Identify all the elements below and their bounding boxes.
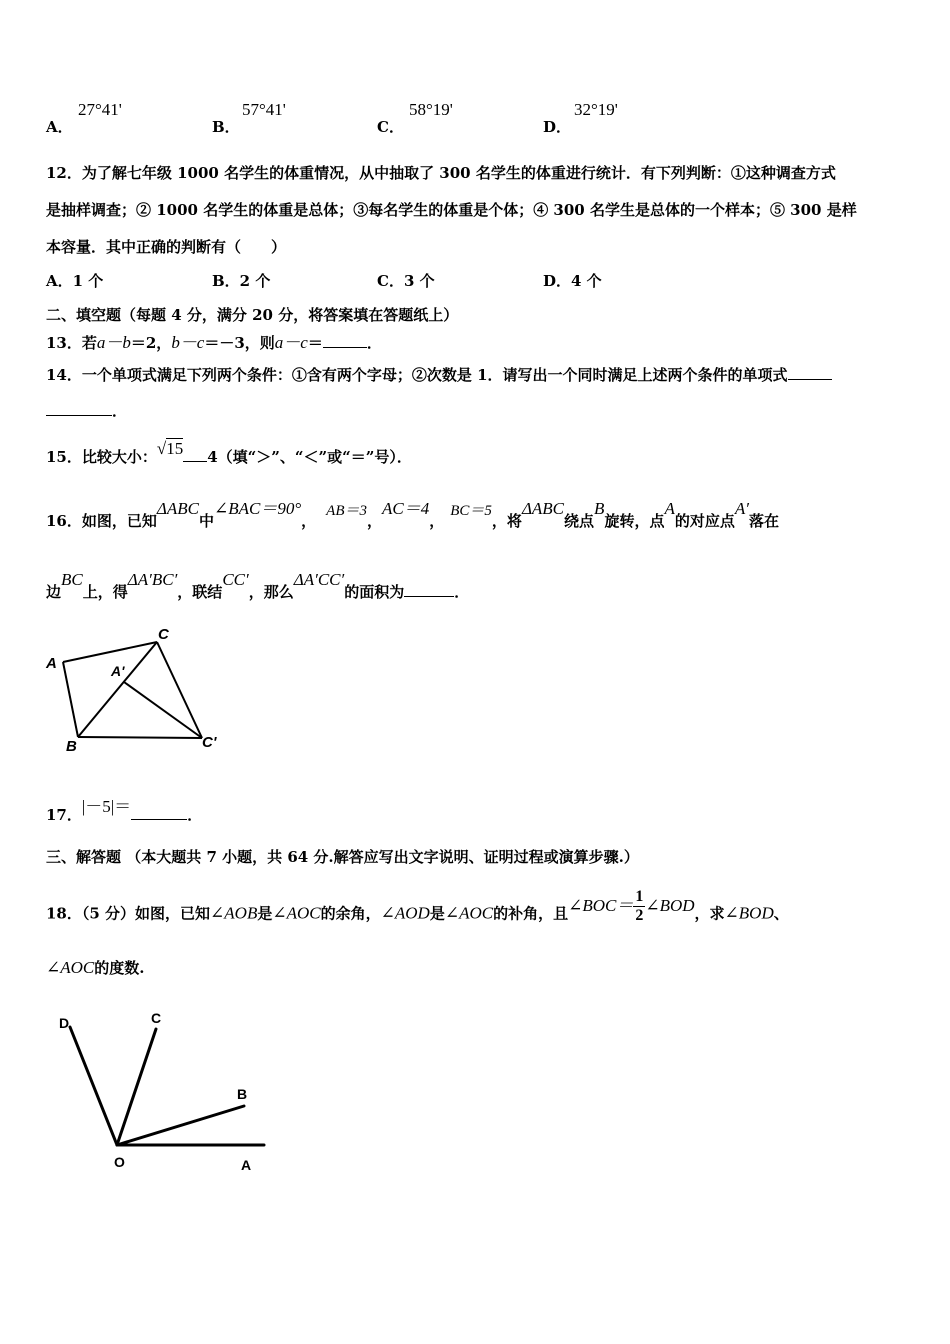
q16-math-5: BC＝5 bbox=[450, 503, 492, 519]
q18-figure bbox=[50, 1005, 280, 1180]
q18-text-4: 是 bbox=[429, 904, 445, 923]
q18-math-5b: ∠BOD bbox=[645, 895, 695, 915]
q18-l2-text: 的度数. bbox=[94, 959, 145, 977]
q13-expr-3: a－c bbox=[274, 333, 308, 352]
q17-end: ． bbox=[187, 806, 203, 824]
q18-text-6: ，求 bbox=[694, 904, 725, 923]
q17 bbox=[46, 797, 203, 825]
q11-option-b-label: B． bbox=[212, 118, 240, 136]
q16-text-1: 16．如图，已知 bbox=[46, 512, 157, 530]
q16-text-5: ， bbox=[429, 512, 445, 530]
q11-option-d-value: 32°19' bbox=[574, 100, 618, 119]
fig16-label-c: C bbox=[158, 626, 169, 643]
fig16-label-b: B bbox=[66, 738, 77, 755]
q18-fraction-numerator: 1 bbox=[635, 888, 644, 905]
q15-radicand: 15 bbox=[166, 439, 184, 458]
q11-option-b-value: 57°41' bbox=[242, 100, 286, 119]
section-3-title: 三、解答题 （本大题共 7 小题，共 64 分.解答应写出文字说明、证明过程或演算步骤.） bbox=[46, 848, 639, 866]
fig16-label-a: A bbox=[46, 655, 57, 672]
fig18-ray-ob bbox=[117, 1106, 244, 1145]
fig18-label-o: O bbox=[114, 1154, 125, 1170]
q12-line-1: 12．为了解七年级 1000 名学生的体重情况，从中抽取了 300 名学生的体重进行统计．有下列判断：①这种调查方式 bbox=[46, 164, 836, 182]
fig16-segment-ab bbox=[63, 662, 78, 737]
radical-sign-icon: √ bbox=[156, 439, 167, 458]
q14-answer-blank-1 bbox=[788, 365, 832, 380]
q11-option-c-label: C． bbox=[377, 118, 404, 136]
q18-text-7: 、 bbox=[773, 904, 789, 923]
q16-math-9: A′ bbox=[734, 499, 749, 518]
fig16-segment-bc-prime bbox=[78, 737, 202, 738]
fig18-ray-od bbox=[70, 1027, 117, 1145]
q16-text-10: 落在 bbox=[748, 512, 779, 530]
q16-text-6: ，将 bbox=[491, 512, 522, 530]
q15-sqrt bbox=[157, 439, 183, 458]
q16-l2-text-3: ，联结 bbox=[177, 583, 223, 601]
q15-prefix: 15．比较大小： bbox=[46, 448, 157, 466]
q16-l2-text-5: 的面积为 bbox=[344, 583, 405, 601]
q13-expr-2: b－c bbox=[171, 333, 205, 352]
q16-math-6: ΔABC bbox=[521, 499, 565, 518]
q13-value-2: ＝－3，则 bbox=[204, 334, 275, 352]
q13-value-3: ＝ bbox=[307, 334, 323, 352]
fig18-label-b: B bbox=[237, 1086, 248, 1102]
q18-text-3: 的余角， bbox=[320, 904, 381, 923]
q12-option-a: A．1 个 bbox=[46, 272, 104, 290]
q12-option-b: B．2 个 bbox=[212, 272, 271, 290]
fig18-label-c: C bbox=[151, 1010, 162, 1026]
q16-l2-math-4: ΔA′CC′ bbox=[293, 570, 345, 589]
q16-text-3: ， bbox=[301, 512, 317, 530]
q13-expr-1: a－b bbox=[96, 333, 131, 352]
q11-option-d-label: D． bbox=[543, 118, 572, 136]
q15 bbox=[46, 439, 412, 467]
q18-text-1: 18．（5 分）如图，已知 bbox=[46, 904, 211, 923]
q18-text-2: 是 bbox=[257, 904, 273, 923]
q18-line-2 bbox=[46, 957, 144, 978]
q15-text: 4（填“＞”、“＜”或“＝”号）． bbox=[207, 448, 412, 466]
q18-math-4: ∠AOC bbox=[444, 903, 494, 923]
q14-line-2 bbox=[46, 400, 127, 421]
q12-option-c: C．3 个 bbox=[377, 272, 435, 290]
q16-text-2: 中 bbox=[198, 512, 214, 530]
fig18-ray-oc bbox=[117, 1029, 156, 1145]
q15-answer-blank bbox=[183, 447, 207, 462]
q16-figure bbox=[40, 620, 240, 755]
fig16-segment-a-prime-c-prime bbox=[124, 682, 202, 738]
q16-l2-math-1: BC bbox=[61, 570, 83, 589]
q12-line-2: 是抽样调查；② 1000 名学生的体重是总体；③每名学生的体重是个体；④ 300 名学生是总体的一个样本；⑤ 300 是样 bbox=[46, 201, 857, 219]
fig16-label-c-prime: C' bbox=[202, 734, 217, 751]
q11-option-a-label: A． bbox=[46, 118, 73, 136]
q16-text-7: 绕点 bbox=[564, 512, 595, 530]
q16-l2-end: ． bbox=[454, 583, 470, 601]
q18-math-6: ∠BOD bbox=[724, 903, 774, 923]
fig16-label-a-prime: A' bbox=[111, 663, 125, 679]
q11-option-a-value: 27°41' bbox=[78, 100, 122, 119]
q16-text-8: 旋转，点 bbox=[604, 512, 665, 530]
q16-l2-text-2: 上，得 bbox=[82, 583, 128, 601]
q16-math-7: B bbox=[594, 499, 605, 518]
fig18-label-a: A bbox=[241, 1157, 252, 1173]
q11-option-c-value: 58°19' bbox=[409, 100, 453, 119]
q16-math-2: ∠BAC＝90° bbox=[213, 499, 302, 518]
fig18-label-d: D bbox=[59, 1015, 70, 1031]
q16-line-2 bbox=[46, 570, 470, 602]
q16-text-4: ， bbox=[366, 512, 382, 530]
q13 bbox=[46, 328, 382, 353]
q16-math-1: ΔABC bbox=[156, 499, 199, 518]
q16-math-4: AC＝4 bbox=[382, 499, 430, 518]
q16-l2-math-3: CC′ bbox=[222, 570, 249, 589]
q17-prefix: 17． bbox=[46, 806, 82, 824]
q13-prefix: 13．若 bbox=[46, 334, 97, 352]
q12-option-d: D．4 个 bbox=[543, 272, 602, 290]
q14-text: 14．一个单项式满足下列两个条件：①含有两个字母；②次数是 1．请写出一个同时满足上述两个条件的单项式 bbox=[46, 366, 788, 384]
q13-end: ． bbox=[366, 334, 382, 352]
q18-math-1: ∠AOB bbox=[210, 903, 258, 923]
q16-answer-blank bbox=[404, 582, 454, 597]
q14-end: ． bbox=[112, 402, 128, 420]
q14-answer-blank-2 bbox=[46, 401, 112, 416]
q18-math-2: ∠AOC bbox=[272, 903, 321, 923]
q18-text-5: 的补角，且 bbox=[493, 904, 569, 923]
q17-expr: |－5|＝ bbox=[81, 797, 132, 816]
q18-l2-math: ∠AOC bbox=[46, 958, 95, 977]
section-2-title: 二、填空题（每题 4 分，满分 20 分，将答案填在答题纸上） bbox=[46, 306, 459, 324]
q12-line-3: 本容量．其中正确的判断有（ ） bbox=[46, 238, 287, 256]
q16-math-8: A bbox=[664, 499, 675, 518]
q18-line-1 bbox=[46, 888, 789, 933]
q16-l2-text-1: 边 bbox=[46, 583, 62, 601]
q14-line-1 bbox=[46, 364, 832, 385]
q18-math-5a: ∠BOC＝ bbox=[568, 895, 634, 915]
q13-answer-blank bbox=[323, 333, 367, 348]
q18-fraction-denominator: 2 bbox=[635, 907, 644, 924]
q16-l2-math-2: ΔA′BC′ bbox=[127, 570, 178, 589]
q18-fraction bbox=[633, 888, 645, 925]
q18-math-3: ∠AOD bbox=[380, 903, 430, 923]
q17-answer-blank bbox=[131, 805, 187, 820]
fig16-segment-cc-prime bbox=[157, 642, 202, 738]
q16-l2-text-4: ，那么 bbox=[248, 583, 294, 601]
q16-text-9: 的对应点 bbox=[674, 512, 735, 530]
q16-line-1 bbox=[46, 499, 779, 531]
q16-math-3: AB＝3 bbox=[326, 503, 367, 519]
q13-value-1: ＝2， bbox=[130, 334, 172, 352]
